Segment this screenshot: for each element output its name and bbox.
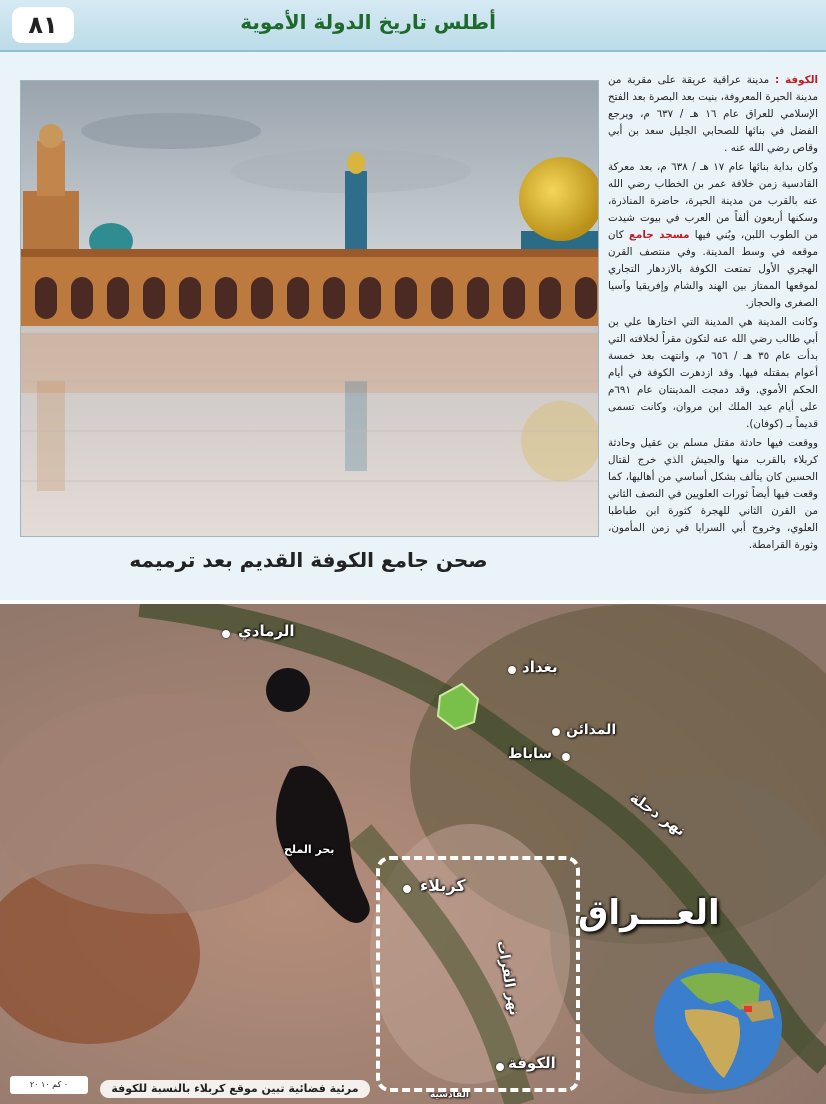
book-title: أطلس تاريخ الدولة الأموية <box>240 10 496 34</box>
page-header <box>0 0 826 52</box>
sabat-dot <box>562 753 570 761</box>
label-qadisiyyah: القادسية <box>430 1090 469 1100</box>
label-salt-sea: بحر الملح <box>284 843 335 856</box>
paragraph-1-text: مدينة عراقية عريقة على مقربة من مدينة الحيرة المعروفة، بنيت بعد البصرة بعد الفتح الإسلامي للعراق عام ١٦ هـ / ٦٣٧ م، ويرجع الفضل في بنائها للصحابي الجليل سعد بن أبي وقاص رضي الله عنه . <box>608 74 818 154</box>
label-karbala: كربلاء <box>420 876 466 895</box>
label-sabat: ساباط <box>508 746 553 762</box>
karbala-kufa-frame <box>376 856 580 1092</box>
paragraph-2-text-b: كان موقعه في وسط المدينة. وفي منتصف القرن الهجري الأول تمتعت الكوفة بالازدهار التجاري لموقعها الممتاز بين الهند والشام وإفريقيا وآسيا الصغرى والحجاز. <box>608 229 818 309</box>
country-label: العـــراق <box>578 893 720 933</box>
highlight-mosque: مسجد جامع <box>628 229 690 241</box>
highlight-kufa: الكوفة : <box>774 74 818 86</box>
map-caption: مرئية فضائية تبين موقع كربلاء بالنسبة للكوفة <box>100 1080 370 1098</box>
paragraph-4: ووقعت فيها حادثة مقتل مسلم بن عقيل وحادثة كربلاء بالقرب منها والجيش الذي خرج لقتال الحسين كان يتألف بشكل أساسي من أهاليها، كما وقعت فيها أيضاً ثورات العلويين في النصف الثاني من القرن الثاني للهجرة كثورة ابن طباطبا العلوي، وخروج أبي السرايا في زمن المأمون، وثورة القرامطة. <box>608 437 818 551</box>
paragraph-3: وكانت المدينة هي المدينة التي اختارها علي بن أبي طالب رضي الله عنه لتكون مقراً لخلافته التي بدأت عام ٣٥ هـ / ٦٥٦ م، وانتهت بعد خمسة أعوام بمقتله فيها. وقد ازدهرت الكوفة في أيام الحكم الأموي. وقد دمجت المدينتان عام ٦٩١م على أيام عبد الملك ابن مروان، وكانت تسمى قديماً بـ (كوفان). <box>608 316 818 430</box>
label-baghdad: بغداد <box>522 658 558 676</box>
label-euphrates: نهر الفرات <box>493 939 523 1017</box>
paragraph-2 <box>608 159 818 312</box>
mosque-photo <box>20 80 599 537</box>
locator-globe <box>640 960 798 1092</box>
paragraph-2-text-a: وكان بداية بنائها عام ١٧ هـ / ٦٣٨ م، بعد معركة القادسية زمن خلافة عمر بن الخطاب رضي الله عنه بالقرب من مدينة الحيرة، حاضرة المناذرة، وسكنها أربعون ألفاً من العرب في بيوت شيدت من الطوب اللبن، وبُني فيها <box>608 161 818 241</box>
baghdad-dot <box>508 666 516 674</box>
map-scale: ٠ كم ١٠ ٢٠ <box>10 1076 88 1094</box>
photo-caption: صحن جامع الكوفة القديم بعد ترميمه <box>129 548 488 572</box>
label-ramadi: الرمادي <box>238 622 295 640</box>
madain-dot <box>552 728 560 736</box>
page-number: ٨١ <box>12 7 74 43</box>
article-text <box>608 72 818 598</box>
label-kufa: الكوفة <box>508 1054 556 1072</box>
paragraph-1 <box>608 72 818 157</box>
label-madain: المدائن <box>566 722 617 738</box>
label-tigris: نهر دجلة <box>626 788 690 840</box>
ramadi-dot <box>222 630 230 638</box>
